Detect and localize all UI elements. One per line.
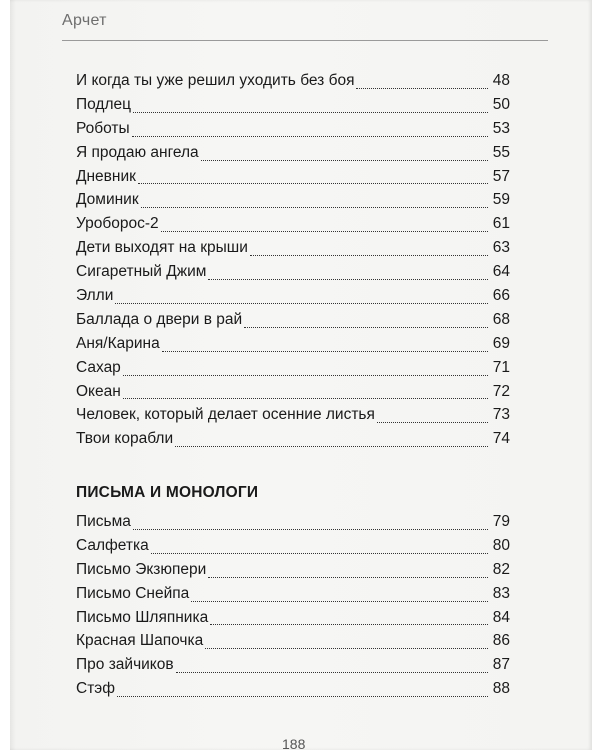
dot-leader (117, 696, 488, 697)
toc-entry-page: 82 (492, 560, 510, 578)
toc-entry-title: Дети выходят на крыши (76, 239, 248, 257)
toc-entry-title: Доминик (76, 191, 139, 209)
toc-entry-title: Письмо Снейпа (76, 584, 190, 602)
toc-entry-page: 80 (492, 536, 510, 554)
dot-leader (244, 327, 488, 328)
dot-leader (208, 577, 488, 578)
toc-entry (76, 93, 510, 117)
toc-entry (76, 427, 510, 451)
toc-entry-title: И когда ты уже решил уходить без боя (76, 72, 355, 89)
toc-entry-title: Подлец (76, 95, 132, 113)
toc-entry-page: 73 (492, 406, 510, 424)
toc-entry-title: Салфетка (76, 536, 149, 554)
toc-entry-page: 74 (492, 430, 510, 448)
section-heading: ПИСЬМА И МОНОЛОГИ (76, 484, 259, 501)
toc-entry (76, 582, 510, 606)
toc-entry (76, 260, 510, 284)
toc-entry-page: 68 (492, 310, 510, 328)
toc-entry (76, 284, 510, 308)
toc-entry-page: 61 (492, 215, 510, 233)
dot-leader (201, 160, 488, 161)
toc-entry-page: 53 (492, 119, 510, 137)
toc-entry (76, 212, 510, 236)
toc-entry (76, 332, 510, 356)
dot-leader (133, 112, 488, 113)
dot-leader (115, 303, 488, 304)
dot-leader (132, 136, 488, 137)
toc-entry-title: Красная Шапочка (76, 632, 204, 650)
toc-entry-page: 87 (492, 656, 510, 674)
toc-entry-page: 57 (492, 167, 510, 185)
dot-leader (191, 601, 488, 602)
dot-leader (141, 207, 488, 208)
toc-entry-page: 88 (492, 680, 510, 698)
toc-entry-title: Дневник (76, 167, 136, 185)
dot-leader (176, 672, 488, 673)
dot-leader (151, 553, 488, 554)
toc-entry-page: 63 (492, 239, 510, 257)
toc-entry (76, 117, 510, 141)
toc-entry (76, 308, 510, 332)
toc-entry (76, 403, 510, 427)
toc-entry-title: Сигаретный Джим (76, 263, 207, 281)
toc-entry-title: Про зайчиков (76, 656, 174, 674)
dot-leader (133, 529, 488, 530)
toc-entry-page: 66 (492, 287, 510, 305)
toc-entry-page: 79 (492, 513, 510, 530)
toc-list-part1 (76, 69, 510, 451)
dot-leader (250, 255, 488, 256)
toc-entry-title: Письма (76, 513, 131, 530)
toc-entry-page: 72 (492, 382, 510, 400)
toc-entry-title: Я продаю ангела (76, 143, 199, 161)
toc-entry (76, 141, 510, 165)
toc-entry (76, 510, 510, 534)
toc-entry-title: Аня/Карина (76, 334, 160, 352)
dot-leader (205, 648, 488, 649)
dot-leader (356, 88, 488, 89)
toc-entry (76, 188, 510, 212)
dot-leader (138, 183, 488, 184)
dot-leader (210, 624, 488, 625)
toc-entry-title: Письмо Шляпника (76, 608, 209, 626)
toc-entry-title: Стэф (76, 680, 115, 698)
toc-entry-page: 64 (492, 263, 510, 281)
dot-leader (123, 375, 488, 376)
toc-entry (76, 653, 510, 677)
toc-entry (76, 606, 510, 630)
dot-leader (123, 398, 488, 399)
toc-entry-page: 50 (492, 95, 510, 113)
toc-entry-title: Человек, который делает осенние листья (76, 406, 375, 424)
toc-entry (76, 629, 510, 653)
dot-leader (175, 446, 488, 447)
toc-entry-title: Элли (76, 287, 114, 305)
toc-entry (76, 677, 510, 701)
toc-entry (76, 534, 510, 558)
toc-entry-title: Океан (76, 382, 121, 400)
toc-entry (76, 69, 510, 93)
toc-entry (76, 236, 510, 260)
toc-entry-page: 83 (492, 584, 510, 602)
toc-entry (76, 165, 510, 189)
toc-list-part2 (76, 510, 510, 701)
toc-entry-title: Уроборос-2 (76, 215, 159, 233)
dot-leader (161, 231, 488, 232)
toc-entry (76, 380, 510, 404)
toc-entry-page: 69 (492, 334, 510, 352)
running-header (62, 6, 548, 41)
toc-entry-page: 48 (492, 72, 510, 89)
toc-entry-title: Письмо Экзюпери (76, 560, 207, 578)
dot-leader (208, 279, 488, 280)
header-author: Арчет (62, 12, 107, 29)
toc-entry-title: Баллада о двери в рай (76, 310, 243, 328)
toc-entry-page: 55 (492, 143, 510, 161)
dot-leader (162, 351, 488, 352)
dot-leader (377, 422, 488, 423)
toc-entry-title: Сахар (76, 358, 121, 376)
toc-entry-page: 71 (492, 358, 510, 376)
toc-entry (76, 558, 510, 582)
toc-entry-page: 86 (492, 632, 510, 650)
toc-entry-page: 84 (492, 608, 510, 626)
page-number: 188 (282, 736, 306, 752)
toc-entry-title: Роботы (76, 119, 130, 137)
toc-entry (76, 356, 510, 380)
toc-entry-page: 59 (492, 191, 510, 209)
toc-entry-title: Твои корабли (76, 430, 174, 448)
